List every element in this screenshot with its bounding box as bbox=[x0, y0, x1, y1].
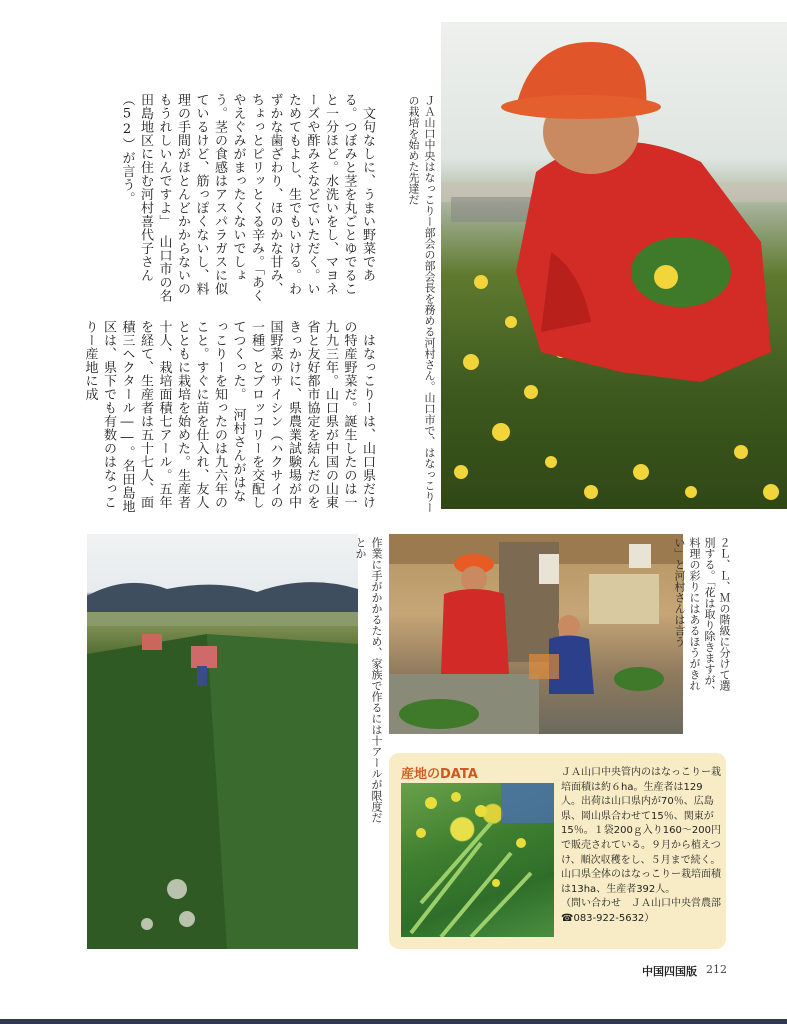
caption-top-photo: ＪＡ山口中央はなっこりー部会の部会長を務める河村さん。山口市で、はなっこりーの栽培を始めた先達だ bbox=[407, 95, 436, 513]
article-text-right: はなっこりーは、山口県だけの特産野菜だ。誕生したのは一九九三年。山口県が中国の山東省と友好都市協定を結んだのをきっかけに、県農業試験場が中国野菜のサイシン（ハクサイの一種）とブロッコリーを交配してつくった。 河村さんがはなっこりーを知ったのは九六年のこと。すぐに苗を仕入れ、友人とともに栽培を始めた。生産者十人、栽培面積七アール。五年を経て、生産者は五十七人、面積三ヘクタール――。名田島地区は、県下でも有数のはなっこりー産地に成 bbox=[82, 320, 375, 513]
data-box-phone: ☎083-922-5632） bbox=[561, 912, 655, 924]
caption-sorting-photo: ２Ｌ、Ｌ、Ｍの階級に分けて選別する。「花は取り除きますが、料理の彩りにはあるほうがきれい」と河村さんは言う bbox=[673, 537, 731, 697]
data-box-title: 産地のDATA bbox=[401, 767, 478, 782]
photo-hanakkori-bundle bbox=[401, 783, 554, 937]
caption-field-photo: 作業に手がかかるため、家族で作るには十アールが限度だとか bbox=[354, 537, 383, 823]
page-number: 212 bbox=[706, 963, 727, 976]
data-box-contact: （問い合わせ ＪＡ山口中央営農部 bbox=[561, 898, 721, 910]
data-box-text: ＪＡ山口中央管内のはなっこりー栽培面積は約６ha。生産者は129人。出荷は山口県内が70％、広島県、岡山県合わせて15％、関東が15％。１袋200ｇ入り160～200円で販売されている。９月から植えつけ、順次収穫をし、５月まで続く。山口県全体のはなっこりー栽培面積は13ha、生産者392人。 bbox=[561, 767, 721, 895]
photo-field-illustration bbox=[87, 534, 358, 949]
photo-hut-illustration bbox=[389, 534, 683, 734]
article-text-left: 文句なしに、うまい野菜である。つぼみと茎を丸ごとゆでること一分ほど。水洗いをし、マヨネーズや酢みそなどでいただく。いためてもよし、生でもいける。わずかな歯ざわり、ほのかな甘み、ちょっとピリッとくる辛み。「あくやえぐみがまったくないでしょう。茎の食感はアスパラガスに似ているけど、筋っぽくないし、料理の手間がほとんどかからないのもうれしいんですよ」 山口市の名田島地区に住む河村喜代子さん（52）が言う。 bbox=[119, 93, 375, 303]
photo-sorting-hut bbox=[389, 534, 683, 734]
data-box-body bbox=[561, 766, 721, 927]
photo-farmer-illustration bbox=[441, 22, 787, 509]
bottom-edge-strip bbox=[0, 1019, 787, 1024]
footer-edition: 中国四国版 bbox=[642, 965, 697, 978]
photo-farmer-with-flowers bbox=[441, 22, 787, 509]
photo-field-workers bbox=[87, 534, 358, 949]
photo-bundle-illustration bbox=[401, 783, 554, 937]
